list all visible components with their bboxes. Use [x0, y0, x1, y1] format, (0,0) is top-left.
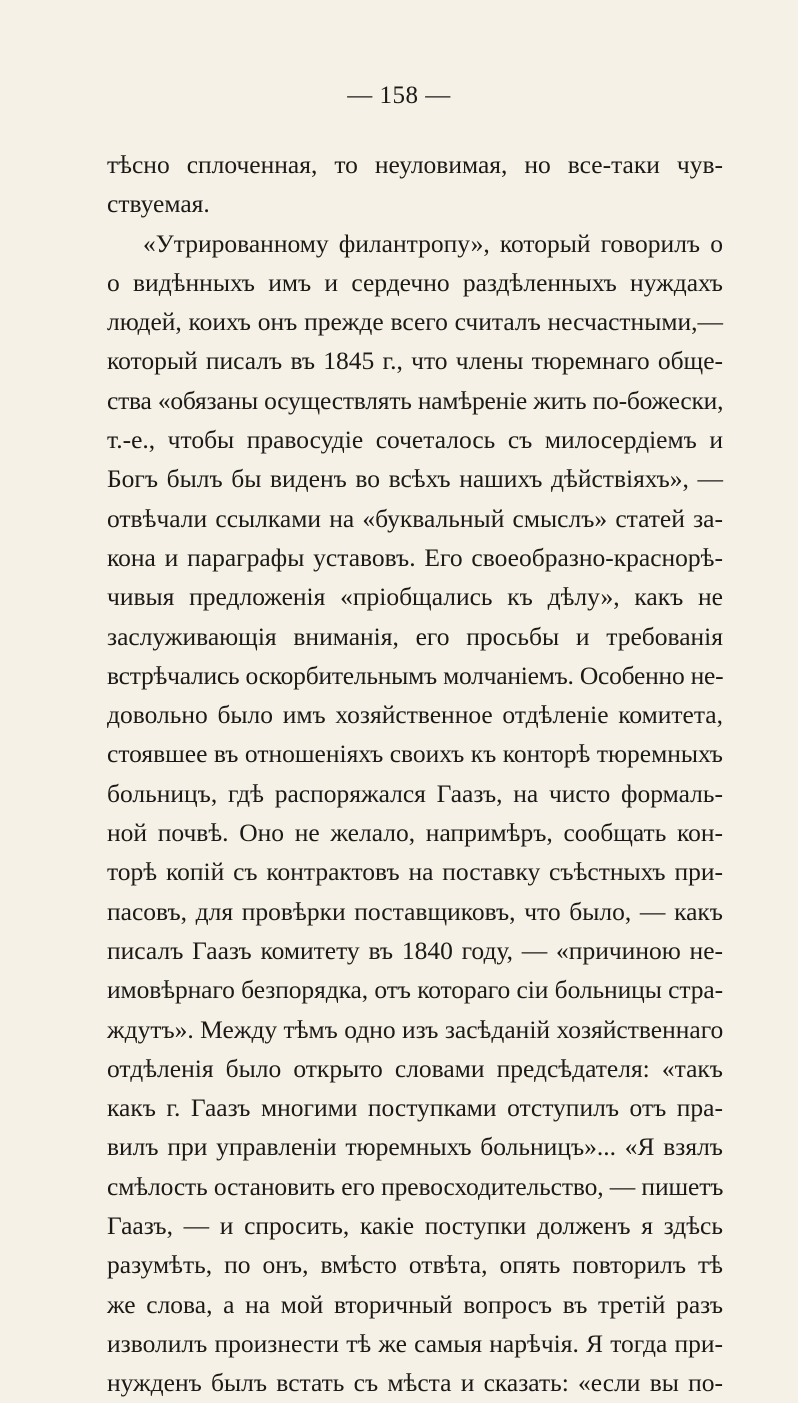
text-line: чивыя предложенія «пріобщались къ дѣлу», какъ не: [107, 582, 723, 612]
text-line: стоявшее въ отношеніяхъ своихъ къ конторѣ тюремныхъ: [107, 739, 723, 769]
text-line: разумѣть, по онъ, вмѣсто отвѣта, опять повторилъ тѣ: [107, 1250, 723, 1280]
body-text: [107, 145, 723, 1403]
text-line: ной почвѣ. Оно не желало, напримѣръ, сообщать кон-: [107, 818, 723, 848]
text-line: нужденъ былъ встать съ мѣста и сказать: «если вы по-: [107, 1368, 723, 1398]
text-line: Гаазъ, — и спросить, какіе поступки долженъ я здѣсь: [107, 1211, 723, 1241]
text-line: «Утрированному филантропу», который говорилъ о: [143, 228, 723, 258]
text-line: ждутъ». Между тѣмъ одно изъ засѣданій хозяйственнаго: [107, 1014, 724, 1044]
text-line: торѣ копій съ контрактовъ на поставку съѣстныхъ при-: [107, 857, 723, 887]
text-line: людей, коихъ онъ прежде всего считалъ несчастными,—: [107, 307, 723, 337]
text-line: т.-е., чтобы правосудіе сочеталось съ милосердіемъ и: [107, 425, 723, 455]
text-line: кона и параграфы уставовъ. Его своеобразно-краснорѣ-: [107, 542, 723, 572]
text-line: смѣлость остановить его превосходительство, — пишетъ: [107, 1171, 724, 1201]
text-line: ства «обязаны осуществлять намѣреніе жить по-божески,: [107, 385, 724, 415]
text-line: довольно было имъ хозяйственное отдѣленіе комитета,: [107, 700, 723, 730]
text-line: отдѣленія было открыто словами предсѣдателя: «такъ: [107, 1053, 723, 1083]
text-line: тѣсно сплоченная, то неуловимая, но все-таки чув-: [107, 150, 723, 179]
text-line: больницъ, гдѣ распоряжался Гаазъ, на чисто формаль-: [107, 778, 723, 808]
text-line: пасовъ, для провѣрки поставщиковъ, что было, — какъ: [107, 896, 723, 926]
text-line: же слова, а на мой вторичный вопросъ въ третій разъ: [107, 1289, 723, 1319]
text-line: который писалъ въ 1845 г., что члены тюремнаго обще-: [107, 346, 723, 376]
text-line: Богъ былъ бы виденъ во всѣхъ нашихъ дѣйствіяхъ», —: [107, 464, 723, 494]
text-line: вилъ при управленіи тюремныхъ больницъ»... «Я взялъ: [107, 1132, 723, 1162]
text-line: имовѣрнаго безпорядка, отъ котораго сіи больницы стра-: [107, 975, 723, 1005]
text-line: писалъ Гаазъ комитету въ 1840 году, — «причиною не-: [107, 935, 723, 965]
text-line: какъ г. Гаазъ многими поступками отступилъ отъ пра-: [107, 1093, 723, 1123]
text-line: ствуемая.: [107, 189, 210, 219]
text-line: отвѣчали ссылками на «буквальный смыслъ» статей за-: [107, 503, 723, 533]
text-line: о видѣнныхъ имъ и сердечно раздѣленныхъ нуждахъ: [107, 267, 723, 297]
page-number: — 158 —: [347, 82, 451, 109]
text-line: заслуживающія вниманія, его просьбы и требованія: [107, 621, 723, 651]
text-line: изволилъ произнести тѣ же самыя нарѣчія. Я тогда при-: [107, 1328, 723, 1358]
text-line: встрѣчались оскорбительнымъ молчаніемъ. Особенно не-: [107, 660, 724, 690]
